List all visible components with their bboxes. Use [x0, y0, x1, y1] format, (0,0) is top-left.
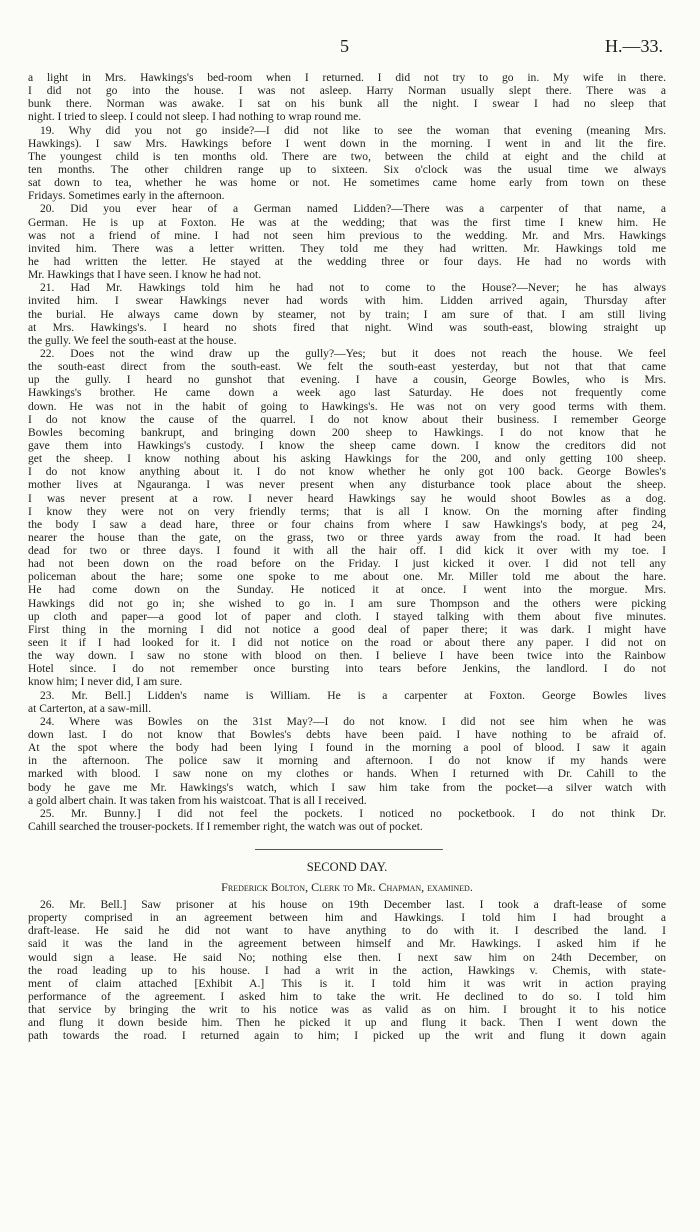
text-line: at Carterton, at a saw-mill.	[28, 702, 152, 715]
text-line: Mr. Hawkings that I have seen. I know he had not.	[28, 269, 262, 282]
text-line: at Mrs. Hawkings's. I heard no shots fired that night. Wind was south-east, blowing straight up	[28, 321, 666, 334]
text-line: up the gully. I heard no gunshot that evening. I have a cousin, George Bowles, who is Mrs.	[28, 374, 666, 387]
testimony-body	[28, 72, 666, 834]
text-line: Hawkings's brother. He came down a week ago last Saturday. He does not frequently come	[28, 387, 666, 400]
text-line: 20. Did you ever hear of a German named Lidden?—There was a carpenter of that name, a	[40, 203, 666, 216]
text-line: 25. Mr. Bunny.] I did not feel the pockets. I noticed no pocketbook. I do not think Dr.	[40, 807, 666, 820]
text-line: property comprised in an agreement between him and Hawkings. I told him I had brought a	[28, 912, 666, 925]
text-line: I do not know anything about it. I do not know whether he only got 100 back. George Bowles's	[28, 466, 666, 479]
text-line: said it was the land in the agreement between himself and Mr. Hawkings. I asked him if he	[28, 938, 666, 951]
text-line: had not been down on the road before on the Friday. I just kicked it over. I did not tell any	[28, 558, 666, 571]
text-line: invited him. There was a letter written. They told me they had written. Mr. Hawkings told me	[28, 242, 666, 255]
text-line: Cahill searched the trouser-pockets. If I remember right, the watch was out of pocket.	[28, 821, 423, 834]
text-line: night. I tried to sleep. I could not sleep. I had nothing to wrap round me.	[28, 111, 362, 124]
text-line: know him; I never did, I am sure.	[28, 676, 183, 689]
text-line: Bowles becoming bankrupt, and bringing down 200 sheep to Hawkings. I do not know that he	[28, 426, 666, 439]
text-line: get the sheep. I know nothing about his asking Hawkings for the 200, and only getting 100 sheep.	[28, 453, 666, 466]
text-line: ment of claim attached [Exhibit A.] This is it. I told him it was writ in action praying	[28, 977, 666, 990]
section-divider	[255, 849, 443, 850]
text-line: Hotel since. I do not remember once bursting into tears before Jenkins, the landlord. I do not	[28, 663, 666, 676]
text-line: and flung it down beside him. Then he picked it up and flung it back. Then I went down the	[28, 1017, 666, 1030]
text-line: path towards the road. I returned again to him; I picked up the writ and flung it down again	[28, 1030, 666, 1043]
second-day-testimony	[28, 899, 666, 1044]
text-line: dead for two or three days. I found it with all the hair off. I did kick it over with my toe. I	[28, 545, 666, 558]
document-reference: H.—33.	[605, 36, 663, 56]
text-line: gave them into Hawkings's custody. I know the sheep came down. I know the creditors did not	[28, 439, 666, 452]
text-line: the burial. He always came down by steamer, not by train; I am sure of that. I am still living	[28, 308, 666, 321]
text-line: 26. Mr. Bell.] Saw prisoner at his house on 19th December last. I took a draft-lease of some	[40, 899, 666, 911]
text-line: down. He was not in the habit of going to Hawkings's. He was not on very good terms with them.	[28, 400, 666, 413]
text-line: 19. Why did you not go inside?—I did not like to see the woman that evening (meaning Mrs.	[40, 124, 666, 137]
text-line: down last. I do not know that Bowles's debts have been paid. I have nothing to be afraid of.	[28, 729, 666, 742]
text-line: body he gave me Mr. Hawkings's watch, which I saw him take from the pocket—a silver watch with	[28, 781, 666, 794]
text-line: the road leading up to his house. I had a writ in the action, Hawkings v. Chemis, with state-	[28, 964, 666, 977]
text-line: the south-east direct from the south-east. We felt the south-east yesterday, but not that that came	[28, 361, 666, 374]
text-line: Hawkings did not go in; she wished to go in. I am sure Thompson and the others were picking	[28, 597, 666, 610]
text-line: I know they were not on very friendly terms; that is all I know. On the morning after finding	[28, 505, 666, 518]
text-line: a light in Mrs. Hawkings's bed-room when I returned. I did not try to go in. My wife in there.	[28, 72, 666, 84]
text-line: ten months. The other children range up to sixteen. Six o'clock was the usual time we always	[28, 163, 666, 176]
text-line: I did not go into the house. I was not asleep. Harry Norman usually slept there. There was a	[28, 85, 666, 98]
text-line: invited him. I swear Hawkings never had words with him. Lidden arrived again, Thursday after	[28, 295, 666, 308]
text-line: He had come down on the Sunday. He noticed it at once. I went into the morgue. Mrs.	[28, 584, 666, 597]
text-line: 24. Where was Bowles on the 31st May?—I do not know. I did not see him when he was	[40, 715, 666, 728]
text-line: bunk there. Norman was awake. I sat on his bunk all the night. I swear I had no sleep that	[28, 98, 666, 111]
text-line: that service by bringing the writ to his notice was as valid as on him. I brought it to his notice	[28, 1004, 666, 1017]
text-line: up cloth and paper—a good lot of paper and cloth. I stayed talking with them about five minutes.	[28, 610, 666, 623]
text-line: draft-lease. He said he did not want to have anything to do with it. I described the land. I	[28, 925, 666, 938]
text-line: sat down to tea, whether he was home or not. He sometimes came home early from town on these	[28, 177, 666, 190]
text-line: performance of the agreement. I asked him to take the writ. He declined to do so. I told him	[28, 990, 666, 1003]
text-line: At the spot where the body had been lying I found in the morning a pool of blood. I saw it again	[28, 742, 666, 755]
text-line: seen it if I had looked for it. I did not notice on the road or about there any paper. I did not on	[28, 637, 666, 650]
text-line: he had written the letter. He stayed at the wedding three or four days. He had no words with	[28, 255, 666, 268]
text-line: in the afternoon. The police saw it morning and afternoon. I do not know if my hands were	[28, 755, 666, 768]
text-line: First thing in the morning I did not notice a good deal of paper there; it was dark. I might have	[28, 623, 666, 636]
text-line: 22. Does not the wind draw up the gully?—Yes; but it does not reach the house. We feel	[40, 347, 666, 360]
section-title: SECOND DAY.	[306, 860, 388, 874]
text-line: I do not know the cause of the quarrel. I do not know about their business. I remember George	[28, 413, 666, 426]
text-line: 23. Mr. Bell.] Lidden's name is William. He is a carpenter at Foxton. George Bowles lives	[40, 689, 666, 702]
text-line: Fridays. Sometimes early in the afternoon.	[28, 190, 225, 203]
text-line: I was never present at a row. I never heard Hawkings say he would shoot Bowles as a dog.	[28, 492, 666, 505]
text-line: was not a friend of mine. I had not seen him previous to the wedding. Mr. and Mrs. Hawkings	[28, 229, 666, 242]
text-line: The youngest child is ten months old. There are two, between the child at eight and the child at	[28, 150, 666, 163]
text-line: 21. Had Mr. Hawkings told him he had not to come to the House?—Never; he has always	[40, 282, 666, 295]
text-line: Hawkings). I saw Mrs. Hawkings before I went down in the morning. I went in and lit the fire.	[28, 137, 666, 150]
text-line: nearer the house than the gate, on the grass, two or three yards away from the road. It had been	[28, 531, 666, 544]
text-line: would sign a lease. He said No; nothing else then. I next saw him on 24th December, on	[28, 951, 666, 964]
text-line: German. He is up at Foxton. He was at the wedding; that was the first time I knew him. He	[28, 216, 666, 229]
text-line: the way down. I saw no stone with blood on then. I believe I have been twice into the Rainbow	[28, 650, 666, 663]
second-day-section	[28, 858, 666, 1044]
witness-heading: Frederick Bolton, Clerk to Mr. Chapman, examined.	[221, 880, 473, 894]
text-line: the body I saw a dead hare, three or four chains from where I saw Hawkings's body, at peg 24,	[28, 518, 666, 531]
text-line: mother lives at Ngauranga. I was never present when any disturbance took place about the sheep.	[28, 479, 666, 492]
text-line: marked with blood. I saw none on my clothes or hands. When I returned with Dr. Cahill to the	[28, 768, 666, 781]
text-line: a gold albert chain. It was taken from his waistcoat. That is all I received.	[28, 794, 367, 807]
text-line: policeman about the hare; some one spoke to me about one. Mr. Miller told me about the hare.	[28, 571, 666, 584]
page-number: 5	[340, 36, 349, 56]
text-line: the gully. We feel the south-east at the house.	[28, 334, 237, 347]
